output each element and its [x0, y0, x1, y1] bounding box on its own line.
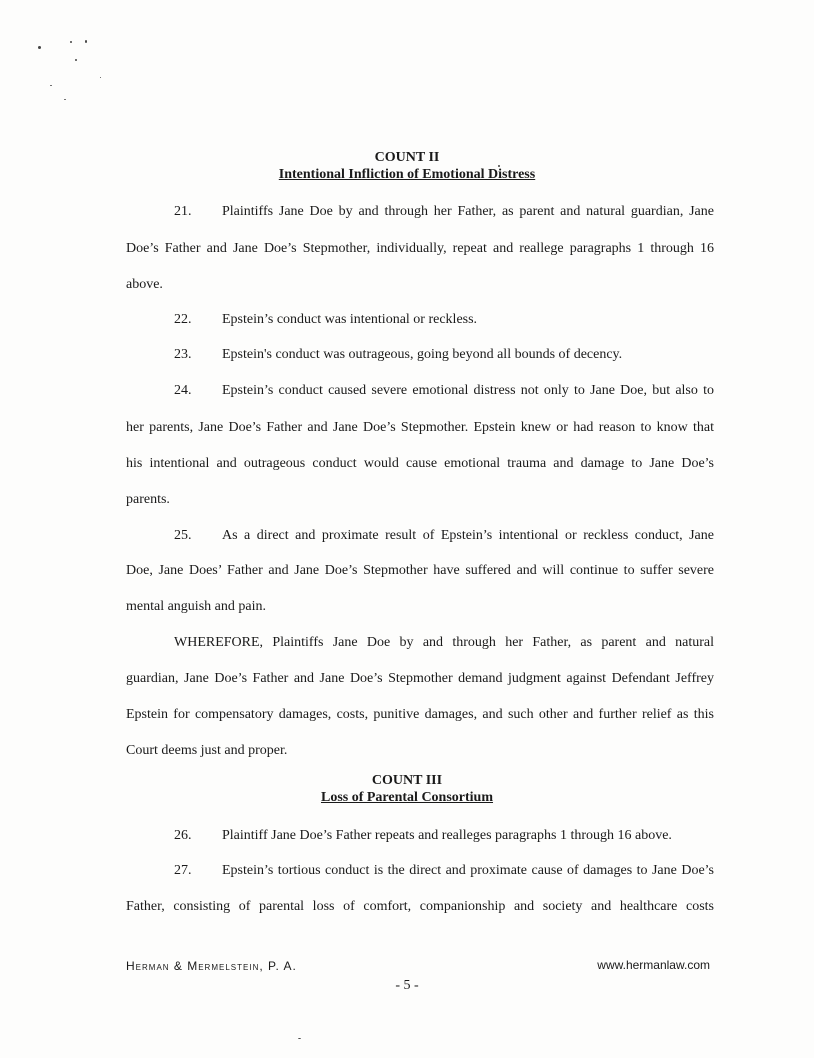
wherefore-line-4: Court deems just and proper. — [126, 743, 288, 758]
paragraph-23-text: Epstein's conduct was outrageous, going beyond all bounds of decency. — [222, 347, 623, 362]
scan-speck — [64, 99, 66, 100]
paragraph-25-text: As a direct and proximate result of Epstein’s intentional or reckless conduct, Jane — [222, 528, 714, 543]
scan-speck — [100, 77, 101, 78]
paragraph-25-line-2: Doe, Jane Does’ Father and Jane Doe’s Stepmother have suffered and will continue to suffer severe — [126, 563, 714, 578]
paragraph-24-line-3: his intentional and outrageous conduct would cause emotional trauma and damage to Jane Doe’s — [126, 456, 714, 471]
paragraph-24-text: Epstein’s conduct caused severe emotional distress not only to Jane Doe, but also to — [222, 383, 714, 398]
scan-speck — [298, 1038, 301, 1039]
paragraph-21-line-2: Doe’s Father and Jane Doe’s Stepmother, individually, repeat and reallege paragraphs 1 through 16 — [126, 241, 714, 256]
paragraph-23-number: 23. — [174, 347, 192, 362]
footer-firm-name: Herman & Mermelstein, P. A. — [126, 959, 297, 973]
paragraph-22 — [126, 311, 714, 329]
wherefore-text: WHEREFORE, Plaintiffs Jane Doe by and through her Father, as parent and natural — [174, 635, 714, 650]
paragraph-21-line-1 — [126, 203, 714, 221]
paragraph-24-number: 24. — [174, 383, 192, 398]
count-3-heading — [0, 772, 814, 806]
paragraph-24-line-4: parents. — [126, 492, 170, 507]
paragraph-25-number: 25. — [174, 528, 192, 543]
paragraph-22-number: 22. — [174, 312, 192, 327]
wherefore-line-1 — [126, 634, 714, 652]
count-2-heading — [0, 149, 814, 183]
paragraph-23 — [126, 346, 714, 364]
paragraph-26-text: Plaintiff Jane Doe’s Father repeats and realleges paragraphs 1 through 16 above. — [222, 828, 672, 843]
scan-speck — [70, 41, 72, 43]
count-3-subtitle: Loss of Parental Consortium — [320, 790, 494, 805]
page-number: - 5 - — [395, 978, 419, 993]
count-2-title: COUNT II — [374, 150, 440, 165]
wherefore-line-3: Epstein for compensatory damages, costs, punitive damages, and such other and further relief as this — [126, 707, 714, 722]
scan-speck — [50, 85, 52, 86]
paragraph-27-text: Epstein’s tortious conduct is the direct and proximate cause of damages to Jane Doe’s — [222, 863, 714, 878]
scan-speck — [85, 40, 87, 43]
paragraph-25-line-3: mental anguish and pain. — [126, 599, 266, 614]
paragraph-21-line-3: above. — [126, 277, 163, 292]
paragraph-27-line-2: Father, consisting of parental loss of comfort, companionship and society and healthcare costs — [126, 899, 714, 914]
paragraph-27-number: 27. — [174, 863, 192, 878]
scan-speck — [38, 46, 41, 49]
paragraph-24-line-2: her parents, Jane Doe’s Father and Jane Doe’s Stepmother. Epstein knew or had reason to know that — [126, 420, 714, 435]
paragraph-26-number: 26. — [174, 828, 192, 843]
paragraph-22-text: Epstein’s conduct was intentional or reckless. — [222, 312, 478, 327]
paragraph-21-text: Plaintiffs Jane Doe by and through her Father, as parent and natural guardian, Jane — [222, 204, 714, 219]
paragraph-27-line-1 — [126, 862, 714, 880]
count-3-title: COUNT III — [371, 773, 443, 788]
wherefore-line-2: guardian, Jane Doe’s Father and Jane Doe’s Stepmother demand judgment against Defendant Jeffrey — [126, 671, 714, 686]
paragraph-26 — [126, 827, 714, 845]
footer-website: www.hermanlaw.com — [597, 958, 710, 972]
paragraph-24-line-1 — [126, 382, 714, 400]
paragraph-25-line-1 — [126, 527, 714, 545]
count-2-subtitle: Intentional Infliction of Emotional Distress — [278, 167, 536, 182]
scan-speck — [75, 59, 77, 61]
paragraph-21-number: 21. — [174, 204, 192, 219]
